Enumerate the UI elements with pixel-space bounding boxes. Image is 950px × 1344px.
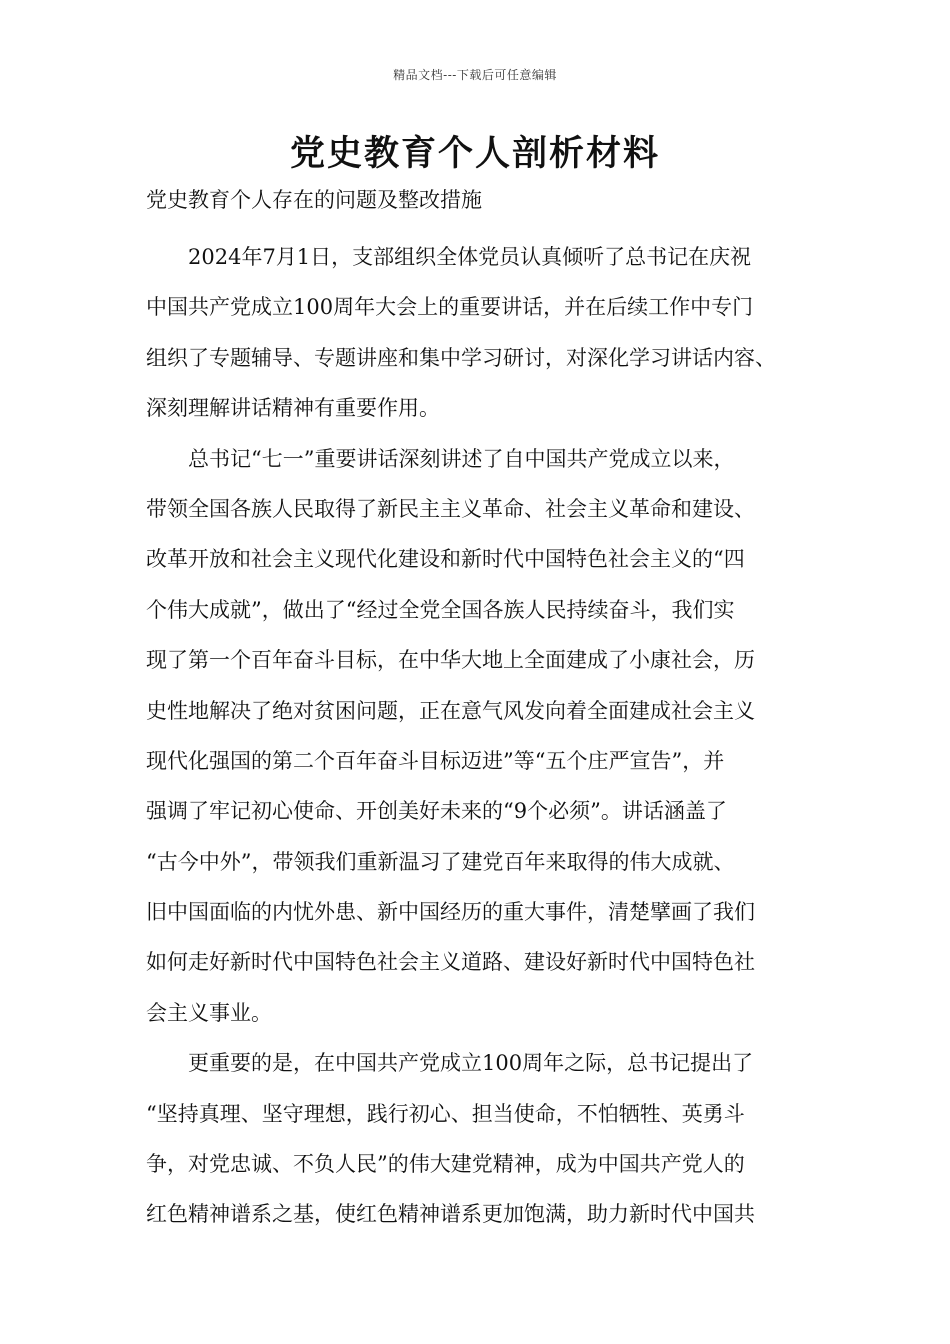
paragraph-1 bbox=[146, 232, 826, 434]
text-line: 如何走好新时代中国特色社会主义道路、建设好新时代中国特色社 bbox=[146, 950, 755, 975]
text-line: “坚持真理、坚守理想，践行初心、担当使命，不怕牺牲、英勇斗 bbox=[146, 1101, 745, 1126]
text-line: 2024年7月1日，支部组织全体党员认真倾听了总书记在庆祝 bbox=[188, 245, 752, 269]
text-line: 中国共产党成立100周年大会上的重要讲话，并在后续工作中专门 bbox=[146, 295, 754, 320]
text-line: “古今中外”，带领我们重新温习了建党百年来取得的伟大成就、 bbox=[146, 849, 735, 874]
paragraph-2 bbox=[146, 434, 826, 1039]
text-line: 现了第一个百年奋斗目标，在中华大地上全面建成了小康社会，历 bbox=[146, 648, 755, 673]
text-line: 强调了牢记初心使命、开创美好未来的“9个必须”。讲话涵盖了 bbox=[146, 799, 727, 824]
document-title: 党史教育个人剖析材料 bbox=[289, 133, 660, 174]
header-note: 精品文档---下载后可任意编辑 bbox=[393, 68, 557, 82]
text-line: 旧中国面临的内忧外患、新中国经历的重大事件，清楚擘画了我们 bbox=[146, 900, 755, 925]
document-body bbox=[146, 232, 826, 1240]
text-line: 深刻理解讲话精神有重要作用。 bbox=[146, 396, 440, 421]
text-line: 改革开放和社会主义现代化建设和新时代中国特色社会主义的“四 bbox=[146, 547, 745, 572]
text-line: 红色精神谱系之基，使红色精神谱系更加饱满，助力新时代中国共 bbox=[146, 1202, 755, 1227]
text-line: 总书记“七一”重要讲话深刻讲述了自中国共产党成立以来， bbox=[188, 446, 735, 471]
text-line: 史性地解决了绝对贫困问题，正在意气风发向着全面建成社会主义 bbox=[146, 698, 755, 723]
text-line: 现代化强国的第二个百年奋斗目标迈进”等“五个庄严宣告”，并 bbox=[146, 748, 725, 773]
text-line: 会主义事业。 bbox=[146, 1000, 272, 1025]
paragraph-3 bbox=[146, 1038, 826, 1240]
document-subtitle: 党史教育个人存在的问题及整改措施 bbox=[146, 188, 482, 212]
text-line: 带领全国各族人民取得了新民主主义革命、社会主义革命和建设、 bbox=[146, 496, 755, 521]
text-line: 争，对党忠诚、不负人民”的伟大建党精神，成为中国共产党人的 bbox=[146, 1152, 745, 1177]
text-line: 组织了专题辅导、专题讲座和集中学习研讨，对深化学习讲话内容、 bbox=[146, 345, 776, 370]
text-line: 个伟大成就”，做出了“经过全党全国各族人民持续奋斗，我们实 bbox=[146, 597, 735, 622]
text-line: 更重要的是，在中国共产党成立100周年之际，总书记提出了 bbox=[188, 1051, 754, 1076]
